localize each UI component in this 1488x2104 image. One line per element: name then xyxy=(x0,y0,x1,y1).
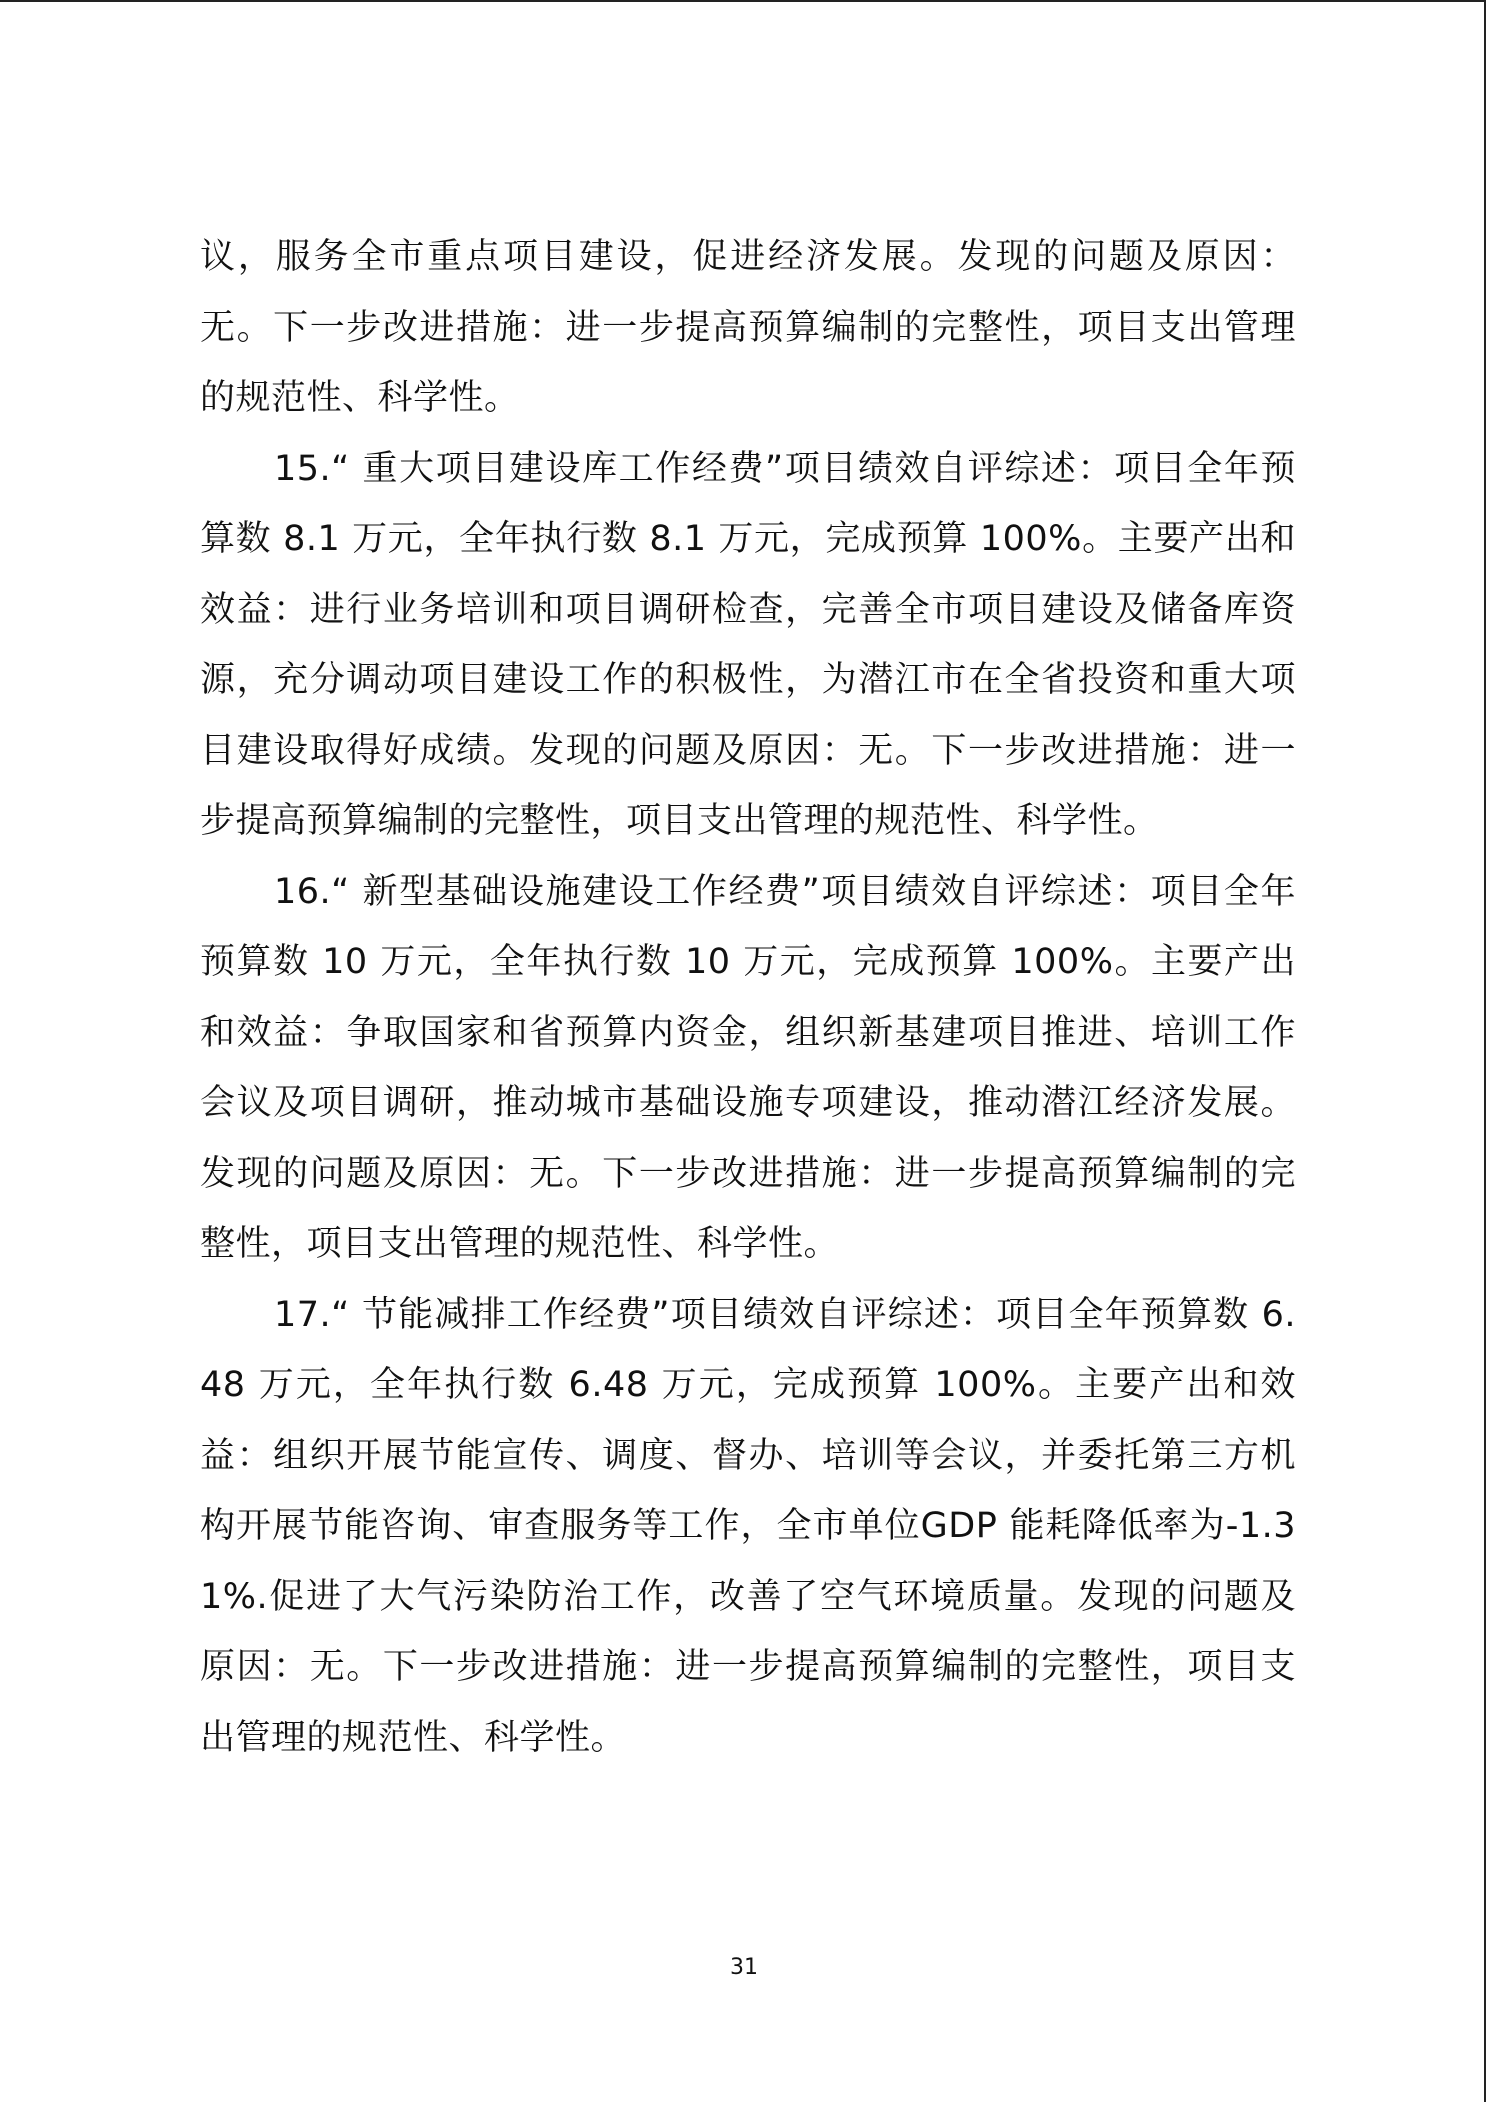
paragraph-continuation: 议，服务全市重点项目建设，促进经济发展。发现的问题及原因：无。下一步改进措施：进一步提高预算编制的完整性，项目支出管理的规范性、科学性。 xyxy=(200,237,1296,418)
document-body xyxy=(200,222,1296,1773)
paragraph-item-15: 15.“ 重大项目建设库工作经费”项目绩效自评综述：项目全年预算数 8.1 万元，全年执行数 8.1 万元，完成预算 100%。主要产出和效益：进行业务培训和项目调研检查，完善全市项目建设及储备库资源，充分调动项目建设工作的积极性，为潜江市在全省投资和重大项目建设取得好成绩。发现的问题及原因：无。下一步改进措施：进一步提高预算编制的完整性，项目支出管理的规范性、科学性。 xyxy=(200,448,1296,841)
page-number: 31 xyxy=(730,1955,758,1980)
paragraph-item-17: 17.“ 节能减排工作经费”项目绩效自评综述：项目全年预算数 6.48 万元，全年执行数 6.48 万元，完成预算 100%。主要产出和效益：组织开展节能宣传、调度、督办、培训等会议，并委托第三方机构开展节能咨询、审查服务等工作，全市单位GDP 能耗降低率为-1.31%.促进了大气污染防治工作，改善了空气环境质量。发现的问题及原因：无。下一步改进措施：进一步提高预算编制的完整性，项目支出管理的规范性、科学性。 xyxy=(200,1294,1296,1758)
paragraph-item-16: 16.“ 新型基础设施建设工作经费”项目绩效自评综述：项目全年预算数 10 万元，全年执行数 10 万元，完成预算 100%。主要产出和效益：争取国家和省预算内资金，组织新基建项目推进、培训工作会议及项目调研，推动城市基础设施专项建设，推动潜江经济发展。发现的问题及原因：无。下一步改进措施：进一步提高预算编制的完整性，项目支出管理的规范性、科学性。 xyxy=(200,871,1296,1264)
